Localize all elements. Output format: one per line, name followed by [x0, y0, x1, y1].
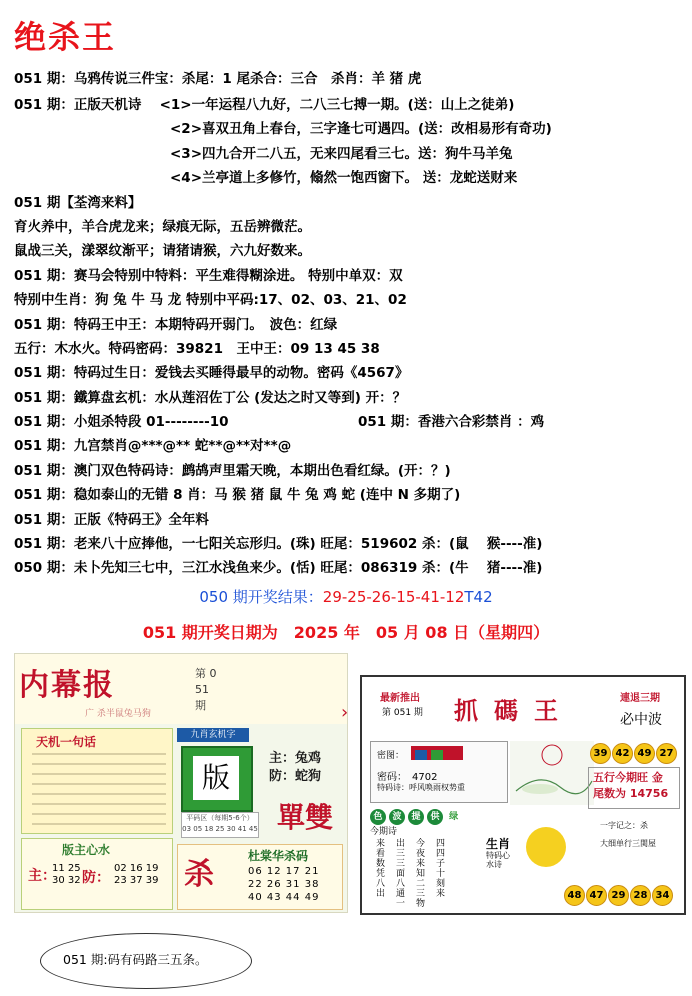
mima-text: 密码： 4702: [377, 772, 438, 783]
shama-numbers: 06 12 17 21 22 26 31 38 40 43 44 49: [248, 866, 320, 903]
text-line: 特别中生肖：狗 兔 牛 马 龙 特别中平码:17、02、03、21、02: [14, 292, 407, 308]
result-numbers: 29-25-26-15-41-12: [322, 588, 465, 606]
shengxiao-poem: 特码心水诗: [486, 851, 510, 869]
tag-tail: 绿: [449, 812, 459, 822]
landscape-image: [510, 741, 594, 805]
text-line: 051 期：九宫禁肖@***@** 蛇**@**对**@: [14, 438, 292, 454]
text-line: 051 期：正版《特码王》全年料: [14, 512, 209, 528]
ban-char: 版: [193, 756, 239, 800]
text-line: 051 期：鐵算盘玄机：水从莲沼佐丁公 (发达之时又等到) 开：？: [14, 390, 407, 406]
poem-col: 来看数凭八出: [376, 839, 386, 899]
text-line: 051 期：乌鸦传说三件宝：杀尾：1 尾杀合：三合 杀肖：羊 猪 虎: [14, 71, 422, 87]
number-ball: 27: [656, 743, 677, 764]
text-line: 050 期：未卜先知三七中，三江水浅鱼来少。(恬) 旺尾：086319 杀：(牛 猪----准): [14, 560, 543, 576]
logo-icon: [415, 750, 427, 760]
cloud-text: 051 期:码有码路三五条。: [63, 952, 208, 967]
text-line: 051 期：澳门双色特码诗：鹧鸪声里霜天晚，本期出色看红绿。(开：？): [14, 463, 451, 479]
divider: [32, 823, 166, 825]
tag: 色: [370, 809, 386, 825]
side-notes: [600, 821, 680, 849]
draw-result: [0, 586, 692, 607]
text-line: <3>四九合开二八五，无来四尾看三七。送：狗牛马羊兔: [170, 146, 513, 162]
divider: [32, 793, 166, 795]
text-line: 五行：木水火。特码密码：39821 王中王：09 13 45 38: [14, 341, 380, 357]
number-ball: 28: [630, 885, 651, 906]
divider: [32, 763, 166, 765]
mitu-label: 密图：: [377, 751, 405, 761]
tianji-block: [21, 728, 173, 834]
jiuxiao-block: [177, 728, 341, 840]
zm-title: 抓碼王: [454, 696, 574, 725]
chevron-right-icon: ›: [341, 702, 349, 723]
fang-label: 防：: [82, 870, 110, 886]
shengxiao-label: 生肖: [486, 837, 511, 851]
divider: [32, 783, 166, 785]
banzhu-block: [21, 838, 173, 910]
text-line: 051 期：赛马会特别中特料：平生难得糊涂进。 特别中单双：双: [14, 268, 403, 284]
ball-row: [590, 741, 682, 764]
page-title: 绝杀王: [14, 18, 117, 56]
pingma-label: 平码区（每期5-6个）: [186, 814, 254, 822]
tag: 提: [408, 809, 424, 825]
mitu-box: [370, 741, 508, 803]
sha-char: 杀: [184, 857, 214, 892]
neimubao-issue: 第 051 期: [195, 667, 217, 712]
tianji-title: 天机一句话: [36, 735, 97, 749]
ban-box: [181, 746, 253, 812]
result-tail: T42: [464, 588, 493, 606]
poem-col: 出三三面八通一: [396, 839, 406, 909]
tema-poem: 特码诗：呼风唤雨权势重: [377, 783, 465, 792]
banzhu-title: 版主心水: [62, 843, 111, 857]
text-line: 051 期：特码王中王：本期特码开弱门。 波色：红绿: [14, 317, 338, 333]
sun-icon: [526, 827, 566, 867]
zhu-fang: [269, 750, 321, 786]
result-prefix: 050 期开奖结果：: [199, 588, 323, 606]
news-label: 最新推出: [380, 693, 420, 704]
draw-date: 051 期开奖日期为 2025 年 05 月 08 日（星期四）: [142, 623, 550, 642]
divider: [32, 813, 166, 815]
neimubao-panel: [14, 653, 348, 913]
pingma-area: [181, 812, 259, 838]
neimubao-title: 内幕报: [19, 668, 115, 703]
text-line: 051 期：老来八十应捧他，一七阳关忘形归。(珠) 旺尾：519602 杀：(鼠 猴----准): [14, 536, 543, 552]
text-line: 051 期【荃湾来料】: [14, 195, 142, 211]
tag: 波: [389, 809, 405, 825]
poem-col: 四四子十刻来: [436, 839, 446, 899]
number-ball: 42: [612, 743, 633, 764]
number-ball: 39: [590, 743, 611, 764]
shama-title: 杜棠华杀码: [248, 849, 309, 863]
bi-label: 必中波: [620, 712, 662, 728]
text-line: 051 期：小姐杀特段 01--------10: [14, 414, 229, 430]
divider: [32, 803, 166, 805]
number-ball: 34: [652, 885, 673, 906]
color-tags: [370, 809, 458, 825]
fang-text: 防：蛇狗: [269, 769, 322, 784]
jiuxiao-title: 九肖玄机字: [177, 728, 249, 742]
tag: 供: [427, 809, 443, 825]
neimubao-sub: 广 杀半鼠兔马狗: [85, 709, 151, 719]
danshuang-text: 單雙: [277, 801, 334, 834]
text-line: 051 期：稳如泰山的无错 8 肖：马 猴 猪 鼠 牛 兔 鸡 蛇 (连中 N 多期了): [14, 487, 461, 503]
zhu-text: 主：兔鸡: [269, 751, 322, 766]
pingma-numbers: 03 05 18 25 30 41 45: [182, 825, 258, 833]
text-line: 051 期：特码过生日：爱钱去买睡得最早的动物。密码《4567》: [14, 365, 409, 381]
poem-head: 今期诗: [370, 827, 398, 837]
text-line: 051 期：正版天机诗 <1>一年运程八九好，二八三七搏一期。(送：山上之徒弟): [14, 97, 515, 113]
side-note: 大细单行三関屋: [600, 839, 656, 848]
number-ball: 49: [634, 743, 655, 764]
zhu-numbers: 11 25 30 32: [52, 863, 81, 886]
text-line: 051 期：香港六合彩禁肖 ：鸡: [358, 414, 545, 430]
side-note: 一字记之：杀: [600, 821, 648, 830]
zm-issue: 第 051 期: [382, 708, 423, 718]
logo-icon: [431, 750, 443, 760]
number-ball: 48: [564, 885, 585, 906]
ball-row-bottom: [564, 883, 674, 906]
poem-col: 今夜来知二三物: [416, 839, 426, 909]
text-line: <4>兰亭道上多修竹，翛然一饱西窗下。 送：龙蛇送财来: [170, 170, 518, 186]
divider: [32, 773, 166, 775]
text-line: <2>喜双丑角上春台，三字逢七可遇四。(送：改相易形有奇功): [170, 121, 552, 137]
neimubao-header: [15, 654, 347, 724]
wuxing-box: 五行今期旺 金 尾数为 14756: [588, 767, 680, 809]
zhuamawang-panel: [360, 675, 686, 915]
number-ball: 29: [608, 885, 629, 906]
zhu-label: 主：: [28, 868, 56, 884]
lian-label: 連退三期: [620, 693, 660, 704]
text-line: 育火养中，羊合虎龙来；绿痕无际，五岳辨微茫。: [14, 219, 311, 235]
fang-numbers: 02 16 19 23 37 39: [114, 863, 159, 886]
speech-cloud: [40, 933, 252, 989]
divider: [32, 753, 166, 755]
poem-block: [370, 827, 482, 909]
landscape-icon: [510, 741, 594, 805]
shama-block: [177, 844, 343, 910]
number-ball: 47: [586, 885, 607, 906]
text-line: 鼠战三关，漾翠纹渐平；请猪请猴，六九好数来。: [14, 243, 311, 259]
